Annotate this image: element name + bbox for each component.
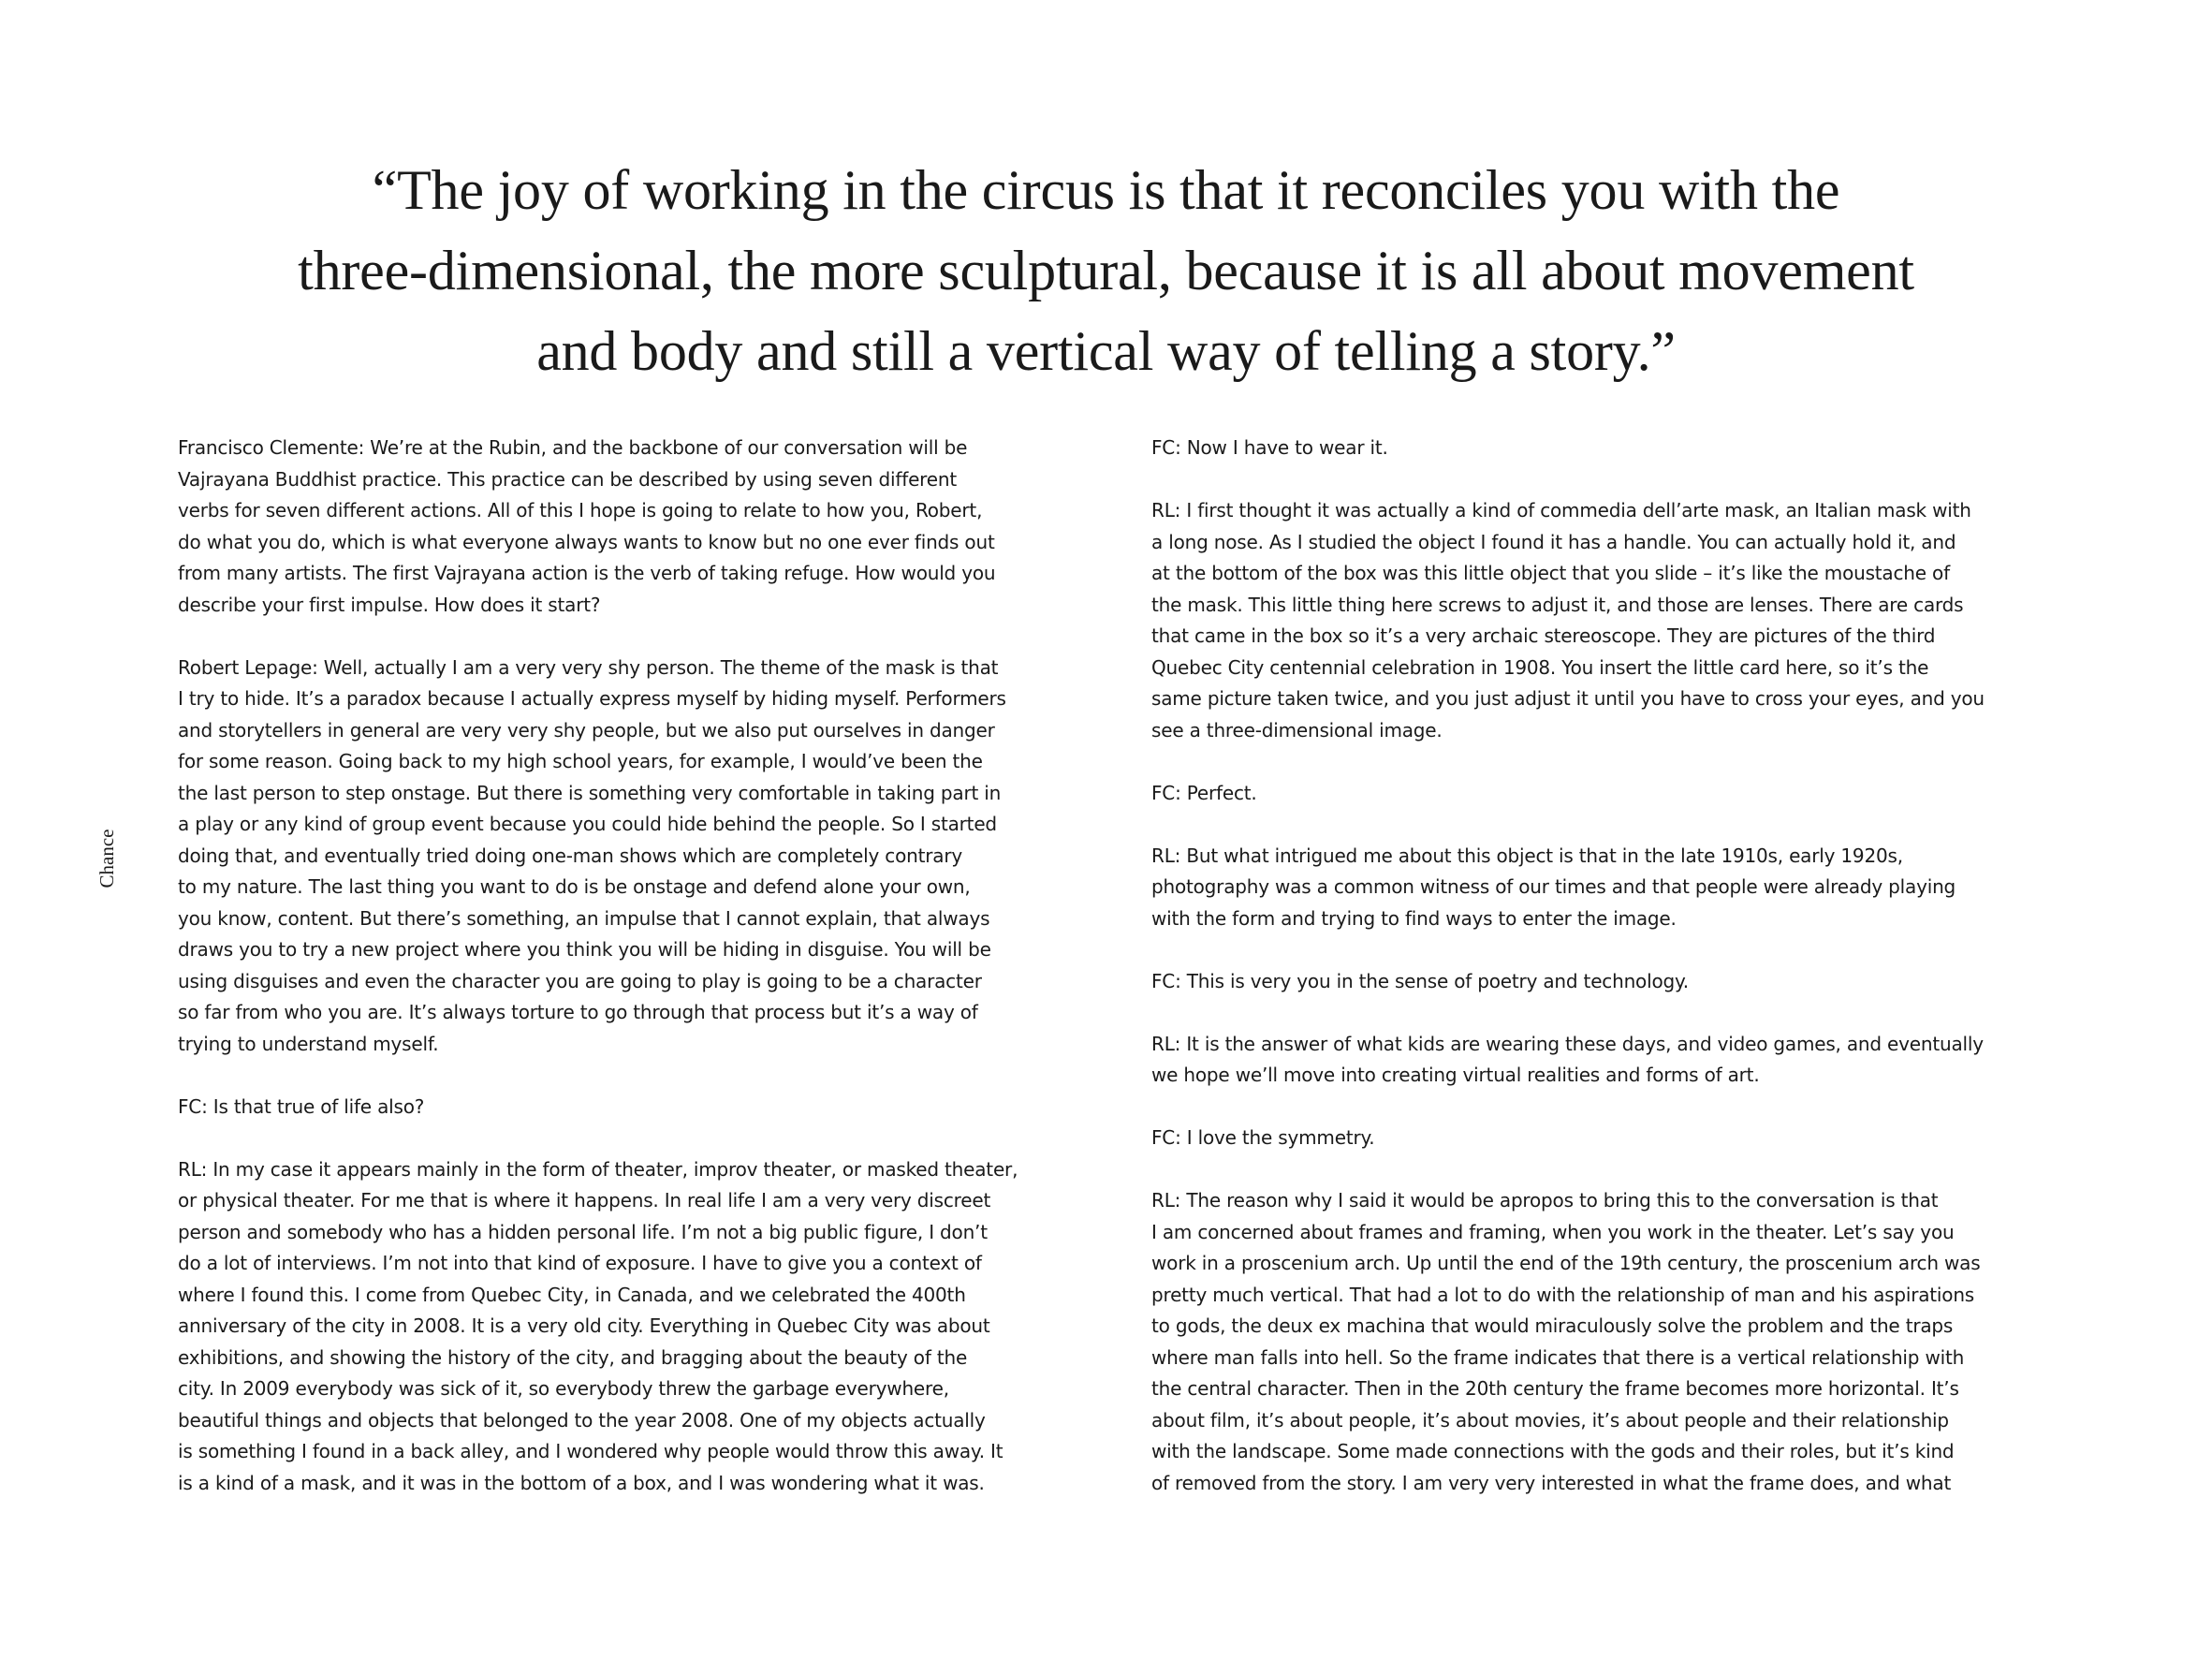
paragraph: Robert Lepage: Well, actually I am a very very shy person. The theme of the mask is that I try to hide. It’s a paradox because I actually express myself by hiding myself. Performers and storytellers in general are very very shy people, but we also put ourselves in danger for some reason. Going back to my high school years, for example, I would’ve been the the last person to step onstage. But there is something very comfortable in taking part in a play or any kind of group event because you could hide behind the people. So I started doing that, and eventually tried doing one-man shows which are completely contrary to my nature. The last thing you want to do is be onstage and defend alone your own, you know, content. But there’s something, an impulse that I cannot explain, that always draws you to try a new project where you think you will be hiding in disguise. You will be using disguises and even the character you are going to play is going to be a character so far from who you are. It’s always torture to go through that process but it’s a way of trying to understand myself. xyxy=(178,655,1006,1055)
paragraph: RL: The reason why I said it would be apropos to bring this to the conversation is that I am concerned about frames and framing, when you work in the theater. Let’s say you work in a proscenium arch. Up until the end of the 19th century, the proscenium arch was pretty much vertical. That had a lot to do with the relationship of man and his aspirations to gods, the deux ex machina that would miraculously solve the problem and the traps where man falls into hell. So the frame indicates that there is a vertical relationship with the central character. Then in the 20th century the frame becomes more horizontal. It’s about film, it’s about people, it’s about movies, it’s about people and their relationship with the landscape. Some made connections with the gods and their roles, but it’s kind of removed from the story. I am very very interested in what the frame does, and what xyxy=(1151,1189,1981,1494)
left-column xyxy=(178,433,1077,1499)
pull-quote-line: three-dimensional, the more sculptural, because it is all about movement xyxy=(298,240,1914,301)
paragraph: RL: In my case it appears mainly in the form of theater, improv theater, or masked theater, or physical theater. For me that is where it happens. In real life I am a very very discreet person and somebody who has a hidden personal life. I’m not a big public figure, I don’t do a lot of interviews. I’m not into that kind of exposure. I have to give you a context of where I found this. I come from Quebec City, in Canada, and we celebrated the 400th anniversary of the city in 2008. It is a very old city. Everything in Quebec City was about exhibitions, and showing the history of the city, and bragging about the beauty of the city. In 2009 everybody was sick of it, so everybody threw the garbage everywhere, beautiful things and objects that belonged to the year 2008. One of my objects actually is something I found in a back alley, and I wondered why people would throw this away. It is a kind of a mask, and it was in the bottom of a box, and I was wondering what it was. xyxy=(178,1157,1018,1494)
paragraph: RL: But what intrigued me about this object is that in the late 1910s, early 1920s, photography was a common witness of our times and that people were already playing with the form and trying to find ways to enter the image. xyxy=(1151,844,1956,930)
paragraph: RL: I first thought it was actually a kind of commedia dell’arte mask, an Italian mask with a long nose. As I studied the object I found it has a handle. You can actually hold it, and at the bottom of the box was this little object that you slide – it’s like the moustache of the mask. This little thing here screws to adjust it, and those are lenses. There are cards that came in the box so it’s a very archaic stereoscope. They are pictures of the third Quebec City centennial celebration in 1908. You insert the little card here, so it’s the same picture taken twice, and you just adjust it until you have to cross your eyes, and you see a three-dimensional image. xyxy=(1151,499,1985,742)
paragraph: FC: Is that true of life also? xyxy=(178,1094,425,1118)
section-label: Chance xyxy=(95,829,118,888)
pull-quote-line: and body and still a vertical way of telling a story.” xyxy=(536,320,1676,382)
pull-quote xyxy=(178,150,2034,391)
pull-quote-line: “The joy of working in the circus is that it reconciles you with the xyxy=(372,159,1840,221)
paragraph: FC: I love the symmetry. xyxy=(1151,1126,1375,1149)
paragraph: RL: It is the answer of what kids are wearing these days, and video games, and eventually we hope we’ll move into creating virtual realities and forms of art. xyxy=(1151,1032,1984,1086)
paragraph: FC: Now I have to wear it. xyxy=(1151,436,1388,459)
paragraph: FC: This is very you in the sense of poetry and technology. xyxy=(1151,969,1689,992)
paragraph: Francisco Clemente: We’re at the Rubin, and the backbone of our conversation will be Vajrayana Buddhist practice. This practice can be described by using seven different verbs for seven different actions. All of this I hope is going to relate to how you, Robert, do what you do, which is what everyone always wants to know but no one ever finds out from many artists. The first Vajrayana action is the verb of taking refuge. How would you describe your first impulse. How does it start? xyxy=(178,436,996,616)
paragraph: FC: Perfect. xyxy=(1151,781,1257,804)
right-column xyxy=(1151,433,2069,1499)
